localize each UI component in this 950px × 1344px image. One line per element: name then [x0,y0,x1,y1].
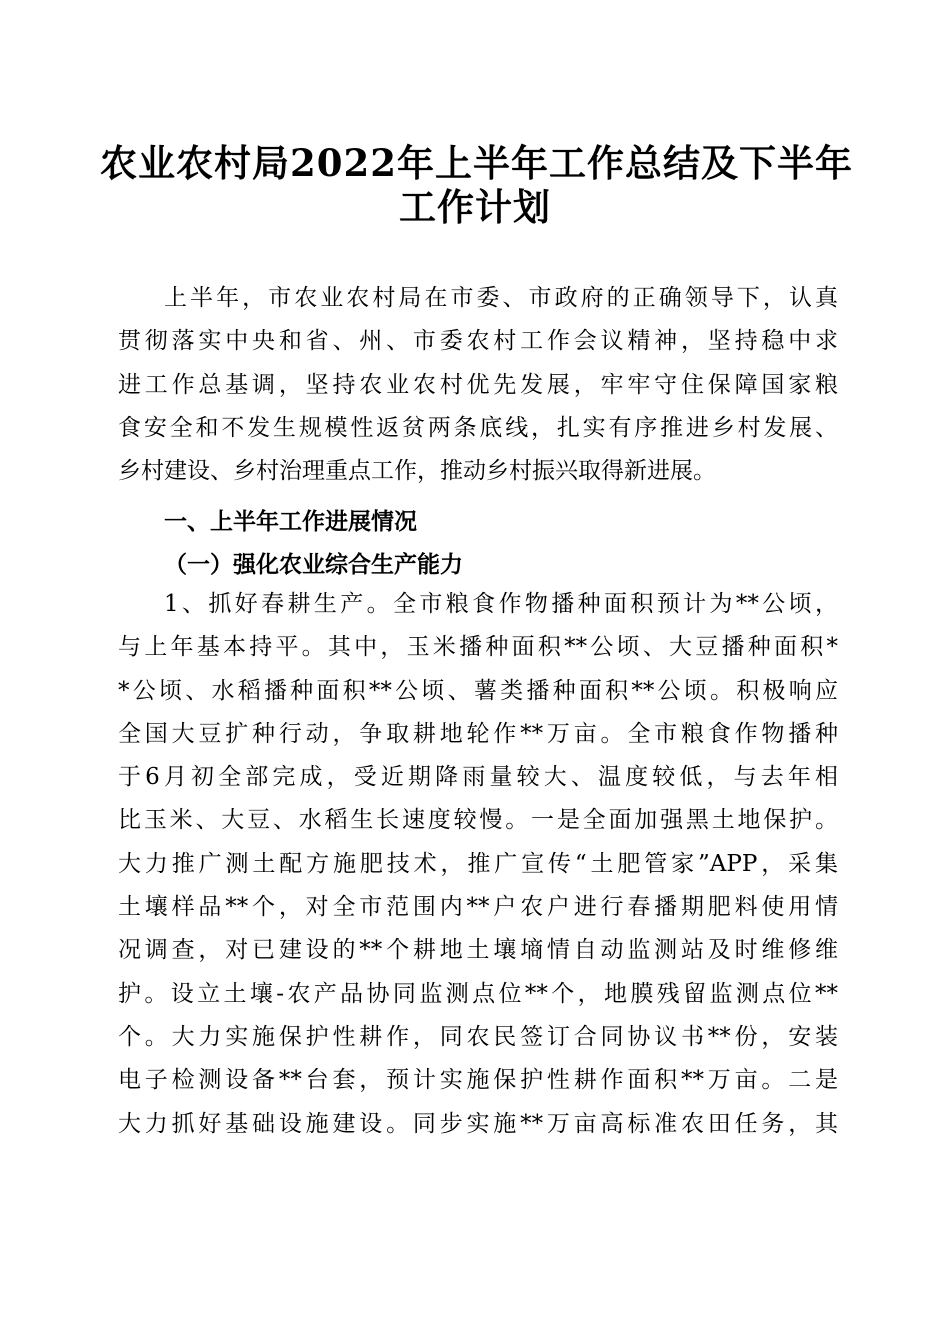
intro-paragraph [118,277,838,493]
paragraph-line: 乡村建设、乡村治理重点工作，推动乡村振兴取得新进展。 [118,458,716,485]
paragraph-line: *公顷、水稻播种面积**公顷、薯类播种面积**公顷。积极响应 [118,677,838,704]
paragraph-line: 电子检测设备**台套，预计实施保护性耕作面积**万亩。二是 [118,1067,838,1094]
section-heading: 一、上半年工作进展情况 [164,509,417,535]
document-title-line-1: 农业农村局2022年上半年工作总结及下半年 [100,141,853,185]
paragraph-line: 大力推广测土配方施肥技术，推广宣传“土肥管家”APP，采集 [118,850,838,877]
subsection-heading: （一）强化农业综合生产能力 [164,551,463,578]
item-1-paragraph [118,583,838,1146]
paragraph-line: 于6月初全部完成，受近期降雨量较大、温度较低，与去年相 [118,764,838,791]
document-title-line-2: 工作计划 [399,185,551,229]
paragraph-line: 全国大豆扩种行动，争取耕地轮作**万亩。全市粮食作物播种 [118,720,838,747]
paragraph-line: 1、抓好春耕生产。全市粮食作物播种面积预计为**公顷， [164,591,838,617]
paragraph-line: 土壤样品**个，对全市范围内**户农户进行春播期肥料使用情 [118,894,838,921]
paragraph-line: 贯彻落实中央和省、州、市委农村工作会议精神，坚持稳中求 [118,328,838,355]
paragraph-line: 进工作总基调，坚持农业农村优先发展，牢牢守住保障国家粮 [118,371,838,398]
paragraph-line: 个。大力实施保护性耕作，同农民签订合同协议书**份，安装 [118,1023,838,1050]
paragraph-line: 比玉米、大豆、水稻生长速度较慢。一是全面加强黑土地保护。 [118,807,838,834]
paragraph-line: 况调查，对已建设的**个耕地土壤墒情自动监测站及时维修维 [118,937,838,964]
paragraph-line: 上半年，市农业农村局在市委、市政府的正确领导下，认真 [164,285,838,311]
paragraph-line: 护。设立土壤-农产品协同监测点位**个，地膜残留监测点位** [118,980,838,1007]
paragraph-line: 大力抓好基础设施建设。同步实施**万亩高标准农田任务，其 [118,1110,838,1137]
paragraph-line: 与上年基本持平。其中，玉米播种面积**公顷、大豆播种面积* [118,634,838,661]
paragraph-line: 食安全和不发生规模性返贫两条底线，扎实有序推进乡村发展、 [118,414,838,441]
